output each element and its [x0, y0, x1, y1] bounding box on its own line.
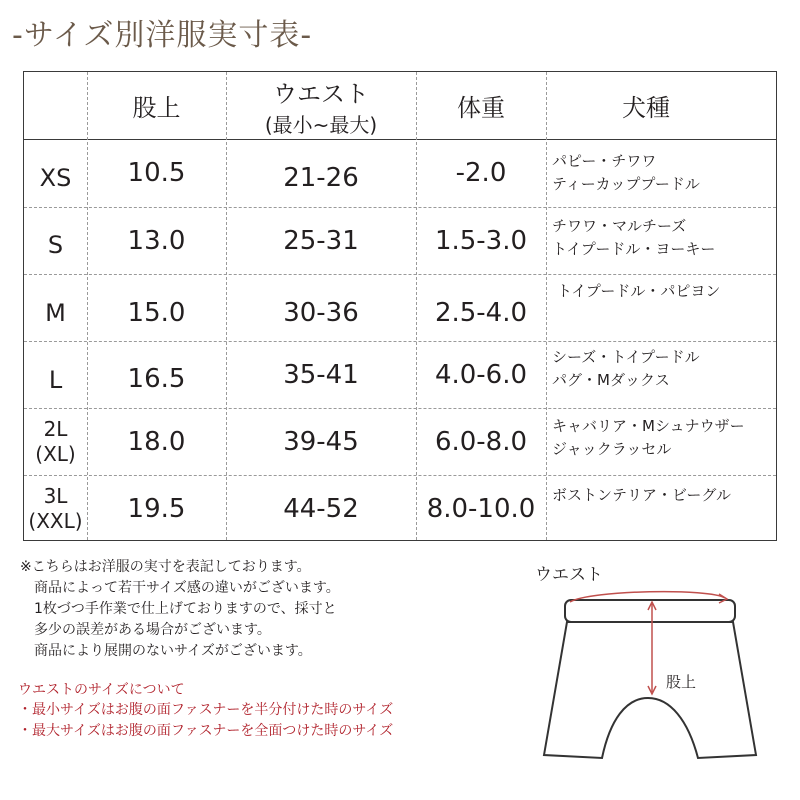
- rise-value: 19.5: [127, 493, 186, 524]
- header-waist-label: ウエスト: [273, 79, 369, 108]
- notes: [20, 557, 340, 662]
- size-label: M: [45, 298, 66, 327]
- breed-list: [552, 484, 731, 507]
- shorts-diagram: [520, 580, 780, 790]
- size-label-main: 3L: [43, 483, 68, 508]
- breed-list: [552, 150, 700, 197]
- note-line: ※こちらはお洋服の実寸を表記しております。: [20, 559, 311, 575]
- breed-list: [557, 280, 720, 303]
- waistband-shape: [565, 600, 735, 622]
- waist-note-line: ・最小サイズはお腹の面ファスナーを半分付けた時のサイズ: [18, 702, 394, 719]
- header-waist: [226, 72, 416, 139]
- breed-line: トイプードル・ヨーキー: [552, 240, 716, 259]
- size-label-sub: (XXL): [28, 508, 83, 533]
- waist-value: 39-45: [283, 426, 359, 457]
- waist-value: 25-31: [283, 225, 359, 256]
- size-label: [24, 475, 87, 542]
- waist-value: 21-26: [283, 163, 359, 193]
- breed-list: [552, 415, 745, 462]
- size-table: [23, 71, 777, 541]
- weight-value: 4.0-6.0: [434, 359, 528, 390]
- breed-line: キャバリア・Mシュナウザー: [552, 417, 745, 435]
- weight-value: 8.0-10.0: [426, 493, 536, 524]
- breed-line: パピー・チワワ: [552, 152, 657, 170]
- size-label: [24, 408, 87, 475]
- breed-line: ティーカッププードル: [552, 175, 700, 194]
- rise-value: 16.5: [127, 363, 186, 394]
- breed-line: トイプードル・パピヨン: [557, 282, 721, 300]
- rise-value: 18.0: [127, 426, 186, 457]
- note-line: 多少の誤差がある場合がございます。: [20, 622, 271, 638]
- header-weight: 体重: [457, 94, 505, 122]
- waist-note-heading: ウエストのサイズについて: [18, 682, 185, 698]
- header-waist-sub: (最小~最大): [264, 112, 378, 137]
- diagram-waist-label: ウエスト: [535, 565, 603, 585]
- weight-value: 1.5-3.0: [434, 225, 528, 256]
- note-line: 商品により展開のないサイズがございます。: [20, 643, 312, 659]
- breed-line: ボストンテリア・ビーグル: [552, 486, 731, 504]
- waist-notes: [18, 680, 393, 741]
- breed-line: シーズ・トイプードル: [552, 348, 700, 366]
- waist-value: 30-36: [283, 297, 359, 328]
- breed-line: ジャックラッセル: [552, 440, 672, 459]
- note-line: 1枚づつ手作業で仕上げておりますので、採寸と: [20, 601, 337, 617]
- size-label-main: 2L: [43, 416, 68, 441]
- col-divider: [546, 72, 547, 540]
- rise-value: 13.0: [127, 225, 186, 256]
- size-label: XS: [39, 164, 72, 192]
- header-breed: 犬種: [622, 94, 670, 122]
- page-title: -サイズ別洋服実寸表-: [12, 18, 313, 53]
- breed-line: チワワ・マルチーズ: [552, 217, 687, 235]
- breed-line: パグ・Mダックス: [552, 371, 670, 390]
- rise-value: 10.5: [127, 158, 186, 188]
- header-rise: 股上: [132, 94, 181, 122]
- note-line: 商品によって若干サイズ感の違いがございます。: [20, 580, 340, 596]
- weight-value: -2.0: [455, 158, 507, 188]
- breed-list: [552, 215, 715, 262]
- waist-note-line: ・最大サイズはお腹の面ファスナーを全面つけた時のサイズ: [18, 722, 394, 739]
- waist-value: 44-52: [283, 493, 359, 524]
- diagram-rise-label: 股上: [666, 673, 697, 691]
- size-label-sub: (XL): [35, 441, 76, 466]
- size-label: L: [48, 365, 63, 394]
- weight-value: 2.5-4.0: [434, 297, 528, 328]
- breed-list: [552, 346, 700, 393]
- size-label: S: [47, 230, 64, 259]
- waist-value: 35-41: [283, 359, 359, 390]
- weight-value: 6.0-8.0: [434, 426, 528, 457]
- rise-value: 15.0: [127, 297, 186, 328]
